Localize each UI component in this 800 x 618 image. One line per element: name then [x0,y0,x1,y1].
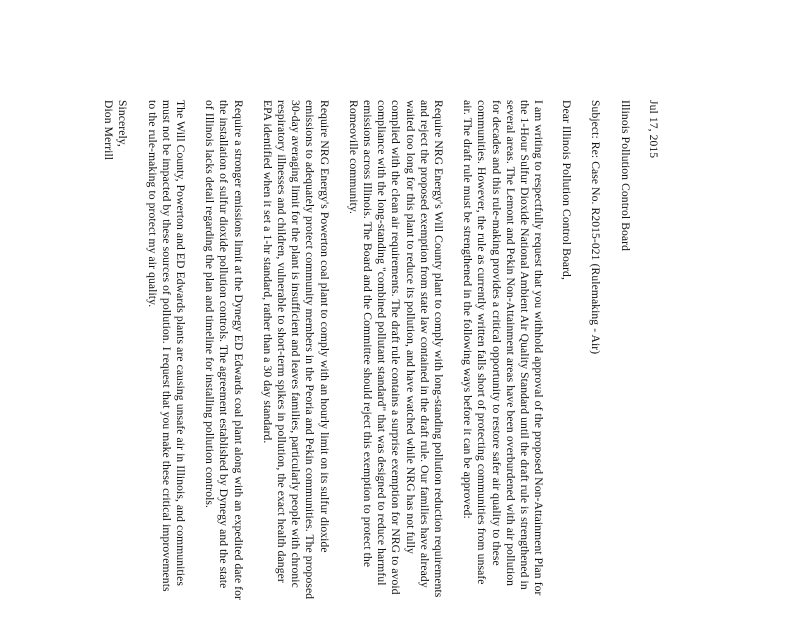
letter-paragraph-request: The Will County, Powerton and ED Edwards plants are causing unsafe air in Illinois, and communities must not be impacted by these sources of pollution. I request that you make these critical improvements to the rule-making to protect my air quality. [145,100,187,592]
letter-date: Jul 17, 2015 [647,100,660,159]
letter-signature: Dion Merrill [102,100,116,161]
letter-paragraph-will-county: Require NRG Energy's Will County plant to comply with long-standing pollution reduction requirements and reject the proposed exemption from state law contained in the draft rule. Our families have already waited too long for this plant to reduce its pollution, and have watched while NRG has not fully complied with the clean air requirements. The draft rule contains a surprise exemption for NRG to avoid compliance with the long-standing "combined pollutant standard" that was designed to reduce harmful emissions across Illinois. The Board and the Committee should reject this exemption to protect the Romeoville community. [346,100,445,598]
letter-paragraph-ed-edwards: Require a stronger emissions limit at the Dynegy ED Edwards coal plant along with an expedited date for the installation of sulfur dioxide pollution controls. The agreement established by Dynegy and the state of Illinois lacks detail regarding the plan and timeline for installing pollution controls. [203,100,245,601]
letter-paragraph-intro: I am writing to respectfully request that you withhold approval of the proposed Non-Attainment Plan for the 1-Hour Sulfur Dioxide National Ambient Air Quality Standard until the draft rule is strengthened in several areas. The Lemont and Pekin Non-Attainment areas have been overburdened with air pollution for decades and this rule-making provides a critical opportunity to restore safer air quality to these communities. However, the rule as currently written falls short of protecting communities from unsafe air. The draft rule must be strengthened in the following ways before it can be approved: [461,100,546,596]
letter-subject: Subject: Re: Case No. R2015-021 (Rulemaking - Air) [588,100,602,355]
letter-body [101,100,660,600]
letter-salutation: Dear Illinois Pollution Control Board, [560,100,574,280]
letter-paragraph-powerton: Require NRG Energy's Powerton coal plant to comply with an hourly limit on its sulfur dioxide emissions to adequately protect community members in the Peoria and Pekin communities. The proposed 30-day averaging limit for the plant is insufficient and leaves families, particularly people with chronic respiratory illnesses and children, vulnerable to short-term spikes in pollution, the exact health danger EPA identified when it set a 1-hr standard, rather than a 30 day standard. [260,100,331,600]
letter-recipient: Illinois Pollution Control Board [618,100,632,252]
letter-closing: Sincerely, [116,100,130,147]
